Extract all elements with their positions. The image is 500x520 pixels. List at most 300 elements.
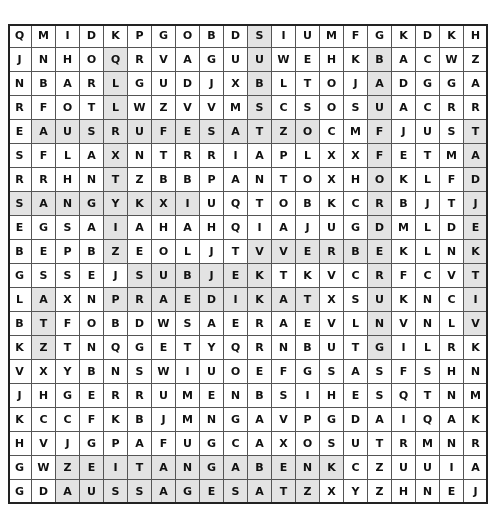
grid-cell[interactable]: L xyxy=(176,240,200,264)
grid-cell[interactable]: U xyxy=(80,480,104,504)
grid-cell[interactable]: S xyxy=(128,480,152,504)
grid-cell[interactable]: D xyxy=(344,408,368,432)
grid-cell[interactable]: V xyxy=(32,432,56,456)
grid-cell[interactable]: I xyxy=(176,192,200,216)
grid-cell[interactable]: Y xyxy=(344,480,368,504)
grid-cell[interactable]: R xyxy=(200,144,224,168)
grid-cell[interactable]: J xyxy=(392,120,416,144)
grid-cell[interactable]: R xyxy=(464,96,488,120)
grid-cell[interactable]: A xyxy=(392,96,416,120)
grid-cell[interactable]: N xyxy=(104,360,128,384)
grid-cell[interactable]: R xyxy=(104,120,128,144)
grid-cell[interactable]: A xyxy=(464,456,488,480)
grid-cell[interactable]: B xyxy=(176,168,200,192)
grid-cell[interactable]: H xyxy=(32,384,56,408)
grid-cell[interactable]: Q xyxy=(416,408,440,432)
grid-cell[interactable]: N xyxy=(440,240,464,264)
grid-cell[interactable]: S xyxy=(32,264,56,288)
grid-cell[interactable]: E xyxy=(176,120,200,144)
grid-cell[interactable]: R xyxy=(440,336,464,360)
grid-cell[interactable]: N xyxy=(80,288,104,312)
grid-cell[interactable]: N xyxy=(416,288,440,312)
grid-cell[interactable]: O xyxy=(80,48,104,72)
grid-cell[interactable]: Q xyxy=(8,24,32,48)
grid-cell[interactable]: Z xyxy=(104,240,128,264)
grid-cell[interactable]: S xyxy=(344,288,368,312)
grid-cell[interactable]: G xyxy=(296,360,320,384)
grid-cell[interactable]: K xyxy=(464,240,488,264)
grid-cell[interactable]: Z xyxy=(296,480,320,504)
grid-cell[interactable]: X xyxy=(56,288,80,312)
grid-cell[interactable]: Z xyxy=(368,456,392,480)
grid-cell[interactable]: E xyxy=(200,384,224,408)
grid-cell[interactable]: A xyxy=(368,408,392,432)
grid-cell[interactable]: D xyxy=(128,312,152,336)
grid-cell[interactable]: E xyxy=(344,384,368,408)
grid-cell[interactable]: G xyxy=(56,384,80,408)
grid-cell[interactable]: H xyxy=(320,384,344,408)
grid-cell[interactable]: H xyxy=(320,48,344,72)
grid-cell[interactable]: V xyxy=(200,96,224,120)
grid-cell[interactable]: D xyxy=(200,288,224,312)
grid-cell[interactable]: I xyxy=(176,360,200,384)
grid-cell[interactable]: A xyxy=(56,480,80,504)
grid-cell[interactable]: A xyxy=(200,312,224,336)
grid-cell[interactable]: Q xyxy=(224,336,248,360)
grid-cell[interactable]: T xyxy=(368,432,392,456)
grid-cell[interactable]: E xyxy=(392,144,416,168)
grid-cell[interactable]: I xyxy=(224,144,248,168)
grid-cell[interactable]: A xyxy=(272,312,296,336)
grid-cell[interactable]: B xyxy=(80,240,104,264)
grid-cell[interactable]: B xyxy=(296,336,320,360)
grid-cell[interactable]: F xyxy=(368,144,392,168)
grid-cell[interactable]: R xyxy=(104,384,128,408)
grid-cell[interactable]: K xyxy=(248,288,272,312)
grid-cell[interactable]: U xyxy=(248,48,272,72)
grid-cell[interactable]: B xyxy=(248,384,272,408)
grid-cell[interactable]: C xyxy=(224,432,248,456)
grid-cell[interactable]: V xyxy=(464,312,488,336)
grid-cell[interactable]: G xyxy=(32,216,56,240)
grid-cell[interactable]: T xyxy=(416,384,440,408)
grid-cell[interactable]: F xyxy=(368,120,392,144)
grid-cell[interactable]: N xyxy=(416,312,440,336)
grid-cell[interactable]: L xyxy=(416,168,440,192)
grid-cell[interactable]: X xyxy=(272,432,296,456)
grid-cell[interactable]: Z xyxy=(464,48,488,72)
grid-cell[interactable]: J xyxy=(8,48,32,72)
grid-cell[interactable]: T xyxy=(296,72,320,96)
grid-cell[interactable]: S xyxy=(344,96,368,120)
grid-cell[interactable]: F xyxy=(152,432,176,456)
grid-cell[interactable]: G xyxy=(344,216,368,240)
grid-cell[interactable]: A xyxy=(368,72,392,96)
grid-cell[interactable]: C xyxy=(416,48,440,72)
grid-cell[interactable]: S xyxy=(416,360,440,384)
grid-cell[interactable]: O xyxy=(272,192,296,216)
grid-cell[interactable]: H xyxy=(8,432,32,456)
grid-cell[interactable]: U xyxy=(176,432,200,456)
grid-cell[interactable]: G xyxy=(80,432,104,456)
grid-cell[interactable]: J xyxy=(416,192,440,216)
grid-cell[interactable]: N xyxy=(128,144,152,168)
grid-cell[interactable]: K xyxy=(392,168,416,192)
grid-cell[interactable]: A xyxy=(32,192,56,216)
grid-cell[interactable]: T xyxy=(224,240,248,264)
grid-cell[interactable]: T xyxy=(56,336,80,360)
grid-cell[interactable]: A xyxy=(152,456,176,480)
grid-cell[interactable]: S xyxy=(8,144,32,168)
grid-cell[interactable]: S xyxy=(320,360,344,384)
grid-cell[interactable]: M xyxy=(440,144,464,168)
grid-cell[interactable]: G xyxy=(200,432,224,456)
grid-cell[interactable]: L xyxy=(416,240,440,264)
grid-cell[interactable]: U xyxy=(368,96,392,120)
grid-cell[interactable]: R xyxy=(128,384,152,408)
grid-cell[interactable]: N xyxy=(440,384,464,408)
grid-cell[interactable]: E xyxy=(464,216,488,240)
grid-cell[interactable]: S xyxy=(200,120,224,144)
grid-cell[interactable]: U xyxy=(416,456,440,480)
grid-cell[interactable]: G xyxy=(8,480,32,504)
grid-cell[interactable]: B xyxy=(8,312,32,336)
grid-cell[interactable]: X xyxy=(344,144,368,168)
grid-cell[interactable]: S xyxy=(368,384,392,408)
grid-cell[interactable]: L xyxy=(272,72,296,96)
grid-cell[interactable]: U xyxy=(296,24,320,48)
grid-cell[interactable]: G xyxy=(368,24,392,48)
grid-cell[interactable]: E xyxy=(296,312,320,336)
grid-cell[interactable]: G xyxy=(320,408,344,432)
grid-cell[interactable]: E xyxy=(272,456,296,480)
grid-cell[interactable]: J xyxy=(104,264,128,288)
grid-cell[interactable]: A xyxy=(152,480,176,504)
grid-cell[interactable]: E xyxy=(368,240,392,264)
grid-cell[interactable]: E xyxy=(152,336,176,360)
grid-cell[interactable]: K xyxy=(128,192,152,216)
grid-cell[interactable]: I xyxy=(56,24,80,48)
grid-cell[interactable]: K xyxy=(248,264,272,288)
grid-cell[interactable]: Z xyxy=(152,96,176,120)
grid-cell[interactable]: A xyxy=(392,48,416,72)
grid-cell[interactable]: S xyxy=(368,360,392,384)
grid-cell[interactable]: C xyxy=(272,96,296,120)
grid-cell[interactable]: I xyxy=(104,216,128,240)
grid-cell[interactable]: E xyxy=(32,240,56,264)
grid-cell[interactable]: I xyxy=(464,288,488,312)
grid-cell[interactable]: E xyxy=(200,480,224,504)
grid-cell[interactable]: Q xyxy=(392,384,416,408)
grid-cell[interactable]: A xyxy=(56,72,80,96)
grid-cell[interactable]: C xyxy=(344,264,368,288)
grid-cell[interactable]: K xyxy=(344,48,368,72)
grid-cell[interactable]: S xyxy=(56,264,80,288)
grid-cell[interactable]: T xyxy=(248,120,272,144)
grid-cell[interactable]: I xyxy=(392,336,416,360)
grid-cell[interactable]: Y xyxy=(200,336,224,360)
grid-cell[interactable]: R xyxy=(368,264,392,288)
grid-cell[interactable]: T xyxy=(128,456,152,480)
grid-cell[interactable]: R xyxy=(128,288,152,312)
grid-cell[interactable]: G xyxy=(128,336,152,360)
grid-cell[interactable]: A xyxy=(224,168,248,192)
grid-cell[interactable]: T xyxy=(272,264,296,288)
grid-cell[interactable]: B xyxy=(32,72,56,96)
grid-cell[interactable]: O xyxy=(368,168,392,192)
grid-cell[interactable]: O xyxy=(320,96,344,120)
grid-cell[interactable]: V xyxy=(392,312,416,336)
grid-cell[interactable]: X xyxy=(320,288,344,312)
grid-cell[interactable]: V xyxy=(248,240,272,264)
grid-cell[interactable]: S xyxy=(104,480,128,504)
grid-cell[interactable]: G xyxy=(416,72,440,96)
grid-cell[interactable]: P xyxy=(104,432,128,456)
grid-cell[interactable]: K xyxy=(104,24,128,48)
grid-cell[interactable]: O xyxy=(296,120,320,144)
grid-cell[interactable]: D xyxy=(176,72,200,96)
grid-cell[interactable]: V xyxy=(152,48,176,72)
grid-cell[interactable]: M xyxy=(416,432,440,456)
grid-cell[interactable]: Z xyxy=(128,168,152,192)
grid-cell[interactable]: V xyxy=(8,360,32,384)
grid-cell[interactable]: M xyxy=(32,24,56,48)
grid-cell[interactable]: N xyxy=(296,456,320,480)
grid-cell[interactable]: O xyxy=(320,72,344,96)
grid-cell[interactable]: H xyxy=(344,168,368,192)
grid-cell[interactable]: M xyxy=(224,96,248,120)
grid-cell[interactable]: T xyxy=(176,336,200,360)
grid-cell[interactable]: C xyxy=(56,408,80,432)
grid-cell[interactable]: R xyxy=(128,48,152,72)
grid-cell[interactable]: N xyxy=(368,312,392,336)
grid-cell[interactable]: G xyxy=(368,336,392,360)
grid-cell[interactable]: A xyxy=(248,480,272,504)
grid-cell[interactable]: A xyxy=(464,144,488,168)
grid-cell[interactable]: S xyxy=(248,96,272,120)
grid-cell[interactable]: E xyxy=(176,288,200,312)
grid-cell[interactable]: W xyxy=(440,48,464,72)
grid-cell[interactable]: W xyxy=(272,48,296,72)
grid-cell[interactable]: R xyxy=(32,168,56,192)
grid-cell[interactable]: K xyxy=(320,192,344,216)
grid-cell[interactable]: C xyxy=(416,96,440,120)
grid-cell[interactable]: E xyxy=(224,312,248,336)
grid-cell[interactable]: Y xyxy=(56,360,80,384)
grid-cell[interactable]: I xyxy=(392,408,416,432)
grid-cell[interactable]: I xyxy=(440,456,464,480)
grid-cell[interactable]: F xyxy=(32,144,56,168)
grid-cell[interactable]: F xyxy=(56,312,80,336)
grid-cell[interactable]: N xyxy=(80,168,104,192)
grid-cell[interactable]: U xyxy=(56,120,80,144)
grid-cell[interactable]: I xyxy=(296,384,320,408)
grid-cell[interactable]: K xyxy=(296,264,320,288)
grid-cell[interactable]: B xyxy=(296,192,320,216)
grid-cell[interactable]: D xyxy=(224,24,248,48)
grid-cell[interactable]: B xyxy=(152,168,176,192)
grid-cell[interactable]: I xyxy=(104,456,128,480)
grid-cell[interactable]: Z xyxy=(272,120,296,144)
grid-cell[interactable]: E xyxy=(440,480,464,504)
grid-cell[interactable]: N xyxy=(224,384,248,408)
grid-cell[interactable]: N xyxy=(32,48,56,72)
grid-cell[interactable]: A xyxy=(152,288,176,312)
grid-cell[interactable]: J xyxy=(464,480,488,504)
grid-cell[interactable]: T xyxy=(464,264,488,288)
grid-cell[interactable]: H xyxy=(56,168,80,192)
grid-cell[interactable]: K xyxy=(320,456,344,480)
grid-cell[interactable]: U xyxy=(416,120,440,144)
grid-cell[interactable]: G xyxy=(152,24,176,48)
grid-cell[interactable]: T xyxy=(80,96,104,120)
grid-cell[interactable]: U xyxy=(224,48,248,72)
grid-cell[interactable]: R xyxy=(80,72,104,96)
grid-cell[interactable]: L xyxy=(416,336,440,360)
grid-cell[interactable]: X xyxy=(152,192,176,216)
grid-cell[interactable]: N xyxy=(416,480,440,504)
grid-cell[interactable]: U xyxy=(152,384,176,408)
grid-cell[interactable]: C xyxy=(344,456,368,480)
grid-cell[interactable]: P xyxy=(104,288,128,312)
grid-cell[interactable]: P xyxy=(56,240,80,264)
grid-cell[interactable]: F xyxy=(440,168,464,192)
grid-cell[interactable]: D xyxy=(80,24,104,48)
grid-cell[interactable]: I xyxy=(248,216,272,240)
grid-cell[interactable]: A xyxy=(32,120,56,144)
grid-cell[interactable]: R xyxy=(8,96,32,120)
grid-cell[interactable]: V xyxy=(320,312,344,336)
grid-cell[interactable]: E xyxy=(80,384,104,408)
grid-cell[interactable]: S xyxy=(440,120,464,144)
grid-cell[interactable]: X xyxy=(104,144,128,168)
grid-cell[interactable]: C xyxy=(32,408,56,432)
grid-cell[interactable]: S xyxy=(80,120,104,144)
grid-cell[interactable]: A xyxy=(272,216,296,240)
grid-cell[interactable]: F xyxy=(272,360,296,384)
grid-cell[interactable]: K xyxy=(392,288,416,312)
grid-cell[interactable]: K xyxy=(440,24,464,48)
grid-cell[interactable]: M xyxy=(176,408,200,432)
grid-cell[interactable]: V xyxy=(272,240,296,264)
grid-cell[interactable]: T xyxy=(440,192,464,216)
grid-cell[interactable]: R xyxy=(440,96,464,120)
grid-cell[interactable]: S xyxy=(56,216,80,240)
grid-cell[interactable]: H xyxy=(392,480,416,504)
grid-cell[interactable]: R xyxy=(464,432,488,456)
grid-cell[interactable]: X xyxy=(224,72,248,96)
grid-cell[interactable]: B xyxy=(80,360,104,384)
grid-cell[interactable]: E xyxy=(80,264,104,288)
grid-cell[interactable]: L xyxy=(56,144,80,168)
grid-cell[interactable]: B xyxy=(248,456,272,480)
grid-cell[interactable]: A xyxy=(32,288,56,312)
grid-cell[interactable]: J xyxy=(344,72,368,96)
grid-cell[interactable]: F xyxy=(32,96,56,120)
grid-cell[interactable]: K xyxy=(104,408,128,432)
grid-cell[interactable]: J xyxy=(296,216,320,240)
grid-cell[interactable]: G xyxy=(440,72,464,96)
grid-cell[interactable]: F xyxy=(80,408,104,432)
grid-cell[interactable]: E xyxy=(296,48,320,72)
grid-cell[interactable]: M xyxy=(344,120,368,144)
grid-cell[interactable]: A xyxy=(80,216,104,240)
grid-cell[interactable]: I xyxy=(224,288,248,312)
grid-cell[interactable]: E xyxy=(8,216,32,240)
grid-cell[interactable]: N xyxy=(8,72,32,96)
grid-cell[interactable]: K xyxy=(464,336,488,360)
grid-cell[interactable]: D xyxy=(416,24,440,48)
grid-cell[interactable]: H xyxy=(200,216,224,240)
grid-cell[interactable]: S xyxy=(224,480,248,504)
grid-cell[interactable]: O xyxy=(296,432,320,456)
grid-cell[interactable]: S xyxy=(272,384,296,408)
grid-cell[interactable]: P xyxy=(272,144,296,168)
grid-cell[interactable]: K xyxy=(8,336,32,360)
grid-cell[interactable]: O xyxy=(176,24,200,48)
grid-cell[interactable]: E xyxy=(128,240,152,264)
grid-cell[interactable]: N xyxy=(176,456,200,480)
grid-cell[interactable]: U xyxy=(200,192,224,216)
grid-cell[interactable]: P xyxy=(296,408,320,432)
grid-cell[interactable]: N xyxy=(200,408,224,432)
grid-cell[interactable]: S xyxy=(8,192,32,216)
grid-cell[interactable]: S xyxy=(248,24,272,48)
grid-cell[interactable]: O xyxy=(224,360,248,384)
grid-cell[interactable]: U xyxy=(368,288,392,312)
grid-cell[interactable]: P xyxy=(200,168,224,192)
grid-cell[interactable]: W xyxy=(128,96,152,120)
grid-cell[interactable]: D xyxy=(392,72,416,96)
grid-cell[interactable]: E xyxy=(8,120,32,144)
grid-cell[interactable]: K xyxy=(464,408,488,432)
grid-cell[interactable]: B xyxy=(8,240,32,264)
grid-cell[interactable]: V xyxy=(320,264,344,288)
grid-cell[interactable]: C xyxy=(344,192,368,216)
grid-cell[interactable]: J xyxy=(464,192,488,216)
grid-cell[interactable]: I xyxy=(272,24,296,48)
grid-cell[interactable]: H xyxy=(440,360,464,384)
grid-cell[interactable]: H xyxy=(464,24,488,48)
grid-cell[interactable]: S xyxy=(128,264,152,288)
grid-cell[interactable]: R xyxy=(248,336,272,360)
grid-cell[interactable]: O xyxy=(80,312,104,336)
grid-cell[interactable]: E xyxy=(80,456,104,480)
grid-cell[interactable]: K xyxy=(392,240,416,264)
grid-cell[interactable]: Z xyxy=(32,336,56,360)
grid-cell[interactable]: A xyxy=(128,216,152,240)
grid-cell[interactable]: B xyxy=(128,408,152,432)
grid-cell[interactable]: V xyxy=(176,96,200,120)
grid-cell[interactable]: X xyxy=(320,144,344,168)
grid-cell[interactable]: L xyxy=(440,312,464,336)
grid-cell[interactable]: L xyxy=(416,216,440,240)
grid-cell[interactable]: W xyxy=(152,360,176,384)
grid-cell[interactable]: D xyxy=(368,216,392,240)
grid-cell[interactable]: N xyxy=(56,192,80,216)
grid-cell[interactable]: B xyxy=(200,24,224,48)
grid-cell[interactable]: J xyxy=(200,264,224,288)
grid-cell[interactable]: B xyxy=(176,264,200,288)
grid-cell[interactable]: N xyxy=(464,360,488,384)
grid-cell[interactable]: S xyxy=(320,432,344,456)
grid-cell[interactable]: T xyxy=(272,480,296,504)
grid-cell[interactable]: B xyxy=(392,192,416,216)
grid-cell[interactable]: Y xyxy=(104,192,128,216)
grid-cell[interactable]: T xyxy=(296,288,320,312)
grid-cell[interactable]: N xyxy=(440,432,464,456)
grid-cell[interactable]: S xyxy=(176,312,200,336)
